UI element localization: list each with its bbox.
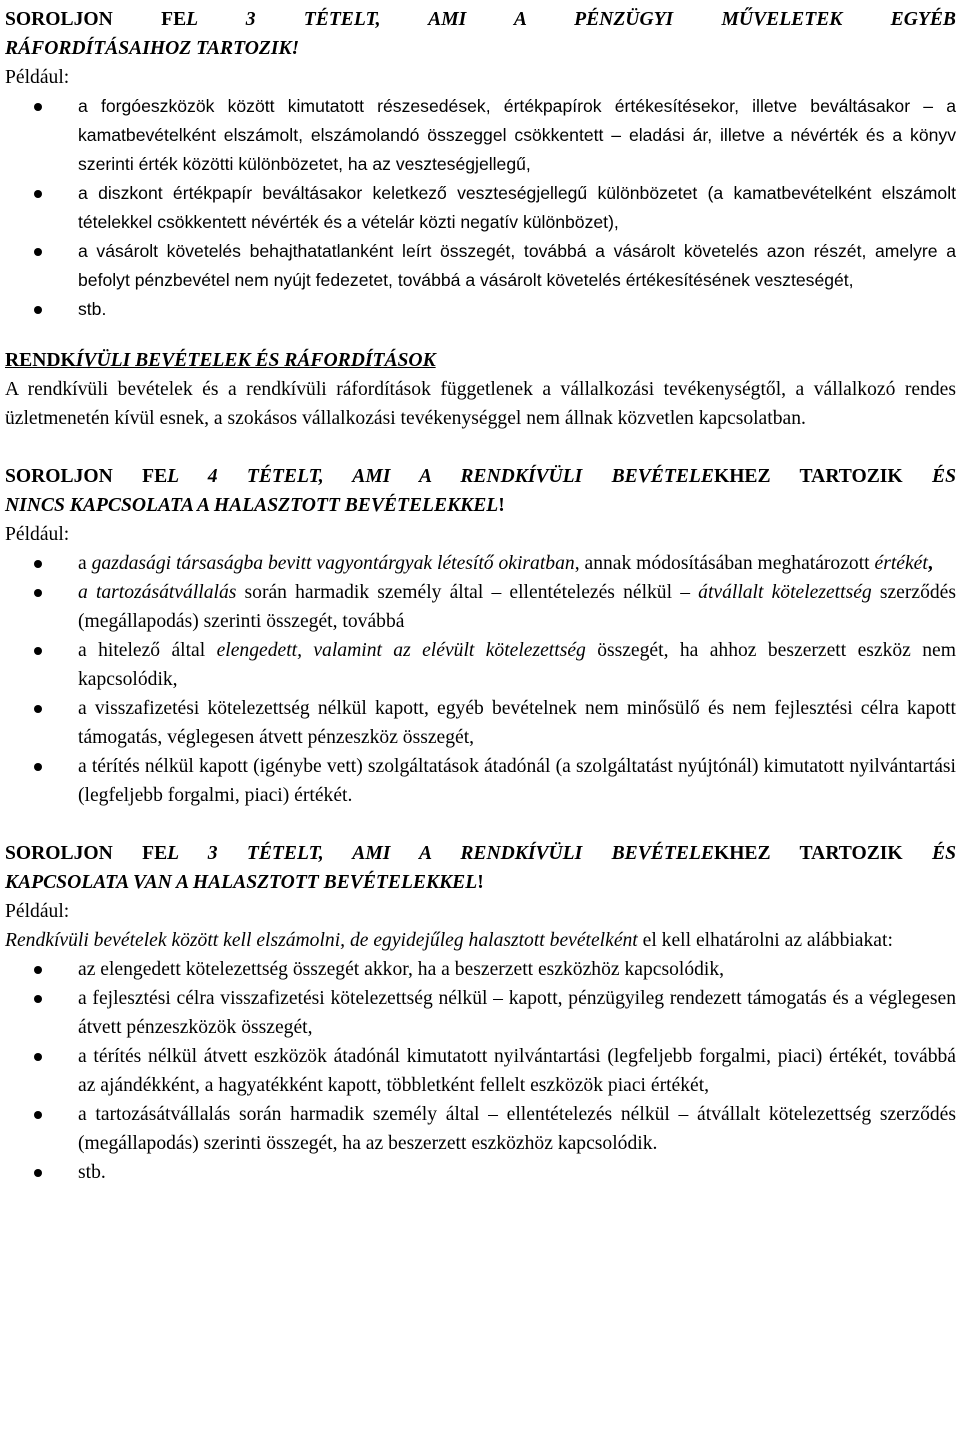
heading-text: ÉS	[932, 466, 956, 487]
list-item: stb.	[5, 295, 956, 324]
heading-text: KHEZ TARTOZIK	[713, 466, 933, 487]
list-item: a hitelező által elengedett, valamint az elévült kötelezettség összegét, ha ahhoz beszerzett eszköz nem kapcsolódik,	[5, 636, 956, 694]
paragraph: A rendkívüli bevételek és a rendkívüli ráfordítások függetlenek a vállalkozási tevékenységtől, a vállalkozó rendes üzletmenetén kívül esnek, a szokásos vállalkozási tevékenységgel nem állnak közvetlen kapcsolatban.	[5, 379, 956, 429]
bullet-icon	[34, 560, 42, 568]
heading-text: SOROLJON FE	[5, 9, 187, 30]
heading-text: L 3 TÉTELT, AMI A PÉNZÜGYI MŰVELETEK EGYÉB	[186, 9, 956, 30]
bullet-icon	[34, 248, 42, 256]
bullet-icon	[34, 966, 42, 974]
bullet-icon	[34, 306, 42, 314]
heading-text: L 4 TÉTELT, AMI A RENDKÍVÜLI BEVÉTELE	[167, 466, 714, 487]
list-item: az elengedett kötelezettség összegét akkor, ha a beszerzett eszközhöz kapcsolódik,	[5, 955, 956, 984]
list-item: a térítés nélkül kapott (igénybe vett) szolgáltatások átadónál (a szolgáltatást nyújtónál) kimutatott nyilvántartási (legfeljebb forgalmi, piaci) értékét.	[5, 752, 956, 810]
heading-text: ÉS	[932, 843, 956, 864]
section-extraordinary-income-deferred	[5, 839, 956, 1187]
bullet-icon	[34, 705, 42, 713]
heading-text: KHEZ TARTOZIK	[713, 843, 933, 864]
bullet-icon	[34, 763, 42, 771]
heading-text: !	[477, 872, 484, 893]
list-item: a térítés nélkül átvett eszközök átadónál kimutatott nyilvántartási (legfeljebb forgalmi, piaci) értékét, továbbá az ajándékként, a hagyatékként kapott, többletként fellelt eszközök piaci értékét,	[5, 1042, 956, 1100]
heading-text: !	[498, 495, 505, 516]
bullet-icon	[34, 589, 42, 597]
list-item: a diszkont értékpapír beváltásakor keletkező veszteségjellegű különbözetet (a kamatbevételként elszámolt tételekkel csökkentett névérték és a vételár közti negatív különbözet),	[5, 179, 956, 237]
section-heading	[5, 5, 956, 63]
heading-text: NINCS KAPCSOLATA A HALASZTOTT BEVÉTELEKKEL	[5, 495, 499, 516]
section-heading	[5, 839, 956, 897]
example-label: Például:	[5, 67, 70, 88]
example-list	[5, 955, 956, 1187]
bullet-icon	[34, 1111, 42, 1119]
example-list	[5, 92, 956, 324]
list-item: a visszafizetési kötelezettség nélkül kapott, egyéb bevételnek nem minősülő és nem fejlesztési célra kapott támogatás, véglegesen átvett pénzeszköz összegét,	[5, 694, 956, 752]
list-item: a tartozásátvállalás során harmadik személy által – ellentételezés nélkül – átvállalt kötelezettség szerződés (megállapodás) szerinti összegét, továbbá	[5, 578, 956, 636]
bullet-icon	[34, 1053, 42, 1061]
section-financial-expenses	[5, 5, 956, 324]
heading-text: L 3 TÉTELT, AMI A RENDKÍVÜLI BEVÉTELE	[167, 843, 714, 864]
list-item: a vásárolt követelés behajthatatlanként leírt összegét, továbbá a vásárolt követelés azon részét, amelyre a befolyt pénzbevétel nem nyújt fedezetet, továbbá a vásárolt követelés értékesítésének veszteségét,	[5, 237, 956, 295]
list-item: a tartozásátvállalás során harmadik személy által – ellentételezés nélkül – átvállalt kötelezettség szerződés (megállapodás) szerinti összegét, ha az beszerzett eszközhöz kapcsolódik.	[5, 1100, 956, 1158]
paragraph: Rendkívüli bevételek között kell elszámolni, de egyidejűleg halasztott bevételként el kell elhatárolni az alábbiakat:	[5, 930, 893, 951]
heading-text: RENDK	[5, 350, 76, 371]
heading-text: SOROLJON FE	[5, 466, 168, 487]
bullet-icon	[34, 1169, 42, 1177]
example-label: Például:	[5, 901, 70, 922]
list-item: a fejlesztési célra visszafizetési kötelezettség nélkül – kapott, pénzügyileg rendezett támogatás és a véglegesen átvett pénzeszközök összegét,	[5, 984, 956, 1042]
section-extraordinary-income-not-deferred	[5, 462, 956, 810]
bullet-icon	[34, 103, 42, 111]
list-item: a forgóeszközök között kimutatott részesedések, értékpapírok értékesítésekor, illetve beváltásakor – a kamatbevételként elszámolt, elszámolandó összeggel csökkentett – eladási ár, illetve a névérték és a könyv szerinti érték közötti különbözetet, ha az veszteségjellegű,	[5, 92, 956, 179]
bullet-icon	[34, 647, 42, 655]
heading-text: KAPCSOLATA VAN A HALASZTOTT BEVÉTELEKKEL	[5, 872, 478, 893]
heading-text: RÁFORDÍTÁSAIHOZ TARTOZIK!	[5, 38, 300, 59]
list-item: stb.	[5, 1158, 956, 1187]
example-label: Például:	[5, 524, 70, 545]
section-extraordinary	[5, 346, 956, 433]
list-item: a gazdasági társaságba bevitt vagyontárgyak létesítő okiratban, annak módosításában meghatározott értékét,	[5, 549, 956, 578]
section-heading	[5, 462, 956, 520]
bullet-icon	[34, 190, 42, 198]
example-list	[5, 549, 956, 810]
heading-text: ÍVÜLI BEVÉTELEK ÉS RÁFORDÍTÁSOK	[75, 350, 436, 371]
heading-text: SOROLJON FE	[5, 843, 168, 864]
bullet-icon	[34, 995, 42, 1003]
section-heading	[5, 346, 956, 375]
